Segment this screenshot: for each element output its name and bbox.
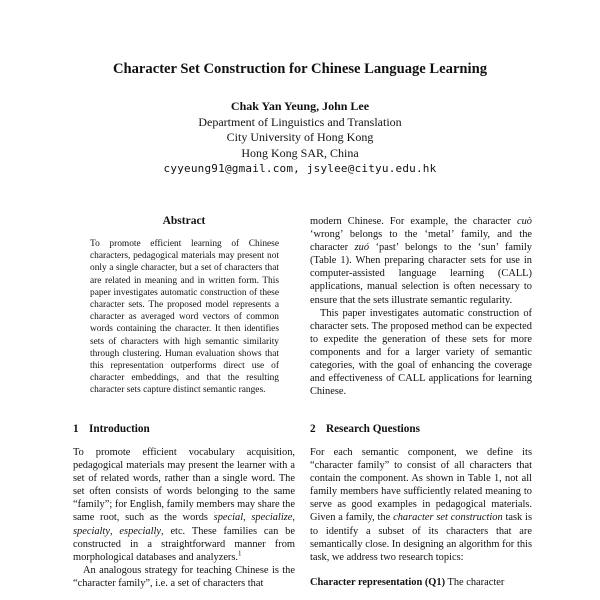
rq-p1-text-a: For each semantic component, we define its “character family” to consist of all characters that contain the component. As shown in Table 1, not all family members have sufficiently related meaning to serve as good examples in pedagogical materials. Given a family, the <box>310 447 532 524</box>
word-special: special <box>213 512 244 524</box>
word-specialty: specialty <box>73 525 110 537</box>
rq-q1-paragraph <box>310 576 532 589</box>
word-especially: especially <box>119 525 161 537</box>
author-block <box>0 99 600 177</box>
intro-comma: , <box>109 525 120 537</box>
intro-paragraph-1 <box>73 446 295 564</box>
right-p1-text-c: ‘past’ belongs to the ‘sun’ family (Table 1). When preparing character sets for use in computer-assisted language learning (CALL) applications, manual selection is often necessary to ensure that the sets illustrate semantic regularity. <box>310 242 532 306</box>
right-paragraph-2: This paper investigates automatic construction of character sets. The proposed method can be expected to expedite the generation of these sets for more components and for a larger variety of semantic categories, with the goal of enhancing the coverage and effectiveness of CALL applications for learning Chinese. <box>310 307 532 398</box>
intro-p1-text-a: To promote efficient vocabulary acquisition, pedagogical materials may present the learner with a set of related words, rather than a single word. The set often consists of words belonging to the same “family”; for English, family members may share the same root, such as the words <box>73 447 295 524</box>
rq-section-title: Research Questions <box>326 423 420 435</box>
author-university: City University of Hong Kong <box>226 130 374 145</box>
task-name: character set construction <box>393 512 503 524</box>
abstract-text: To promote efficient learning of Chinese characters, pedagogical materials may present not only a single character, but a set of characters that are related in meaning and in written form. This paper investigates automatic construction of these character sets. The proposed model represents a character as averaged word vectors of common words containing the character. It then identifies sets of characters with high semantic similarity through clustering. Human evaluation shows that this representation outperforms direct use of character embeddings, and that the resulting character sets capture distinct semantic ranges. <box>90 239 279 396</box>
word-specialize: specialize <box>251 512 293 524</box>
pinyin-cuo: cuò <box>516 216 532 227</box>
author-department: Department of Linguistics and Translation <box>198 114 402 129</box>
rq-body <box>310 446 532 589</box>
author-location: Hong Kong SAR, China <box>241 145 359 160</box>
right-p1-text-b: ‘wrong’ belongs to the ‘metal’ family, and the character <box>310 229 532 254</box>
pinyin-zuo: zuó <box>354 242 370 254</box>
author-emails: cyyeung91@gmail.com, jsylee@cityu.edu.hk <box>163 162 437 176</box>
author-names: Chak Yan Yeung, John Lee <box>230 99 370 113</box>
footnote-marker: 1 <box>238 549 242 558</box>
intro-heading <box>73 423 150 435</box>
abstract-heading: Abstract <box>162 215 206 227</box>
intro-comma: , <box>292 512 295 524</box>
right-paragraph-1 <box>310 215 532 307</box>
rq-section-number: 2 <box>310 423 316 435</box>
right-column-body <box>310 215 532 398</box>
rq-paragraph-1 <box>310 446 532 564</box>
intro-section-number: 1 <box>73 423 79 435</box>
intro-comma: , <box>243 512 252 524</box>
rq-heading <box>310 423 420 435</box>
q1-text: The character <box>445 576 505 588</box>
intro-paragraph-2: An analogous strategy for teaching Chinese is the “character family”, i.e. a set of characters that <box>73 564 295 589</box>
intro-body <box>73 446 295 590</box>
intro-section-title: Introduction <box>89 423 150 435</box>
paper-title: Character Set Construction for Chinese Language Learning <box>112 61 488 77</box>
q1-label: Character representation (Q1) <box>310 576 446 588</box>
rq-p1-text-b: task is to identify a subset of its characters that are semantically close. In designing an algorithm for this task, we address two research topics: <box>310 512 532 563</box>
intro-p1-text-b: , etc. These families can be constructed in a straightforward manner from morphological databases and analyzers. <box>73 525 295 563</box>
right-p1-text-a: modern Chinese. For example, the character <box>310 216 517 227</box>
